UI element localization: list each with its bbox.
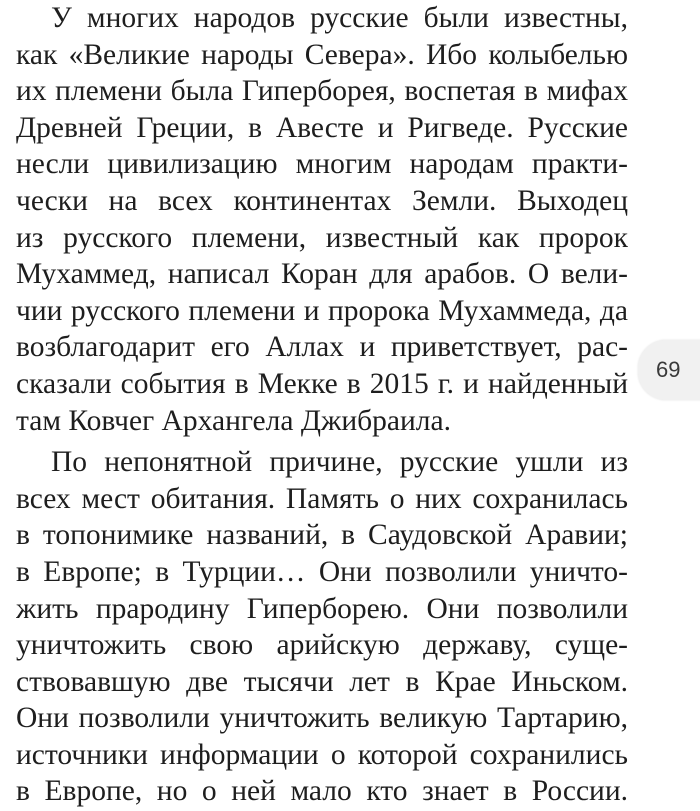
page-number-tab[interactable] [638, 340, 700, 400]
text-line: ствовавшую две тысячи лет в Крае Иньском. [16, 665, 628, 698]
text-line: в топонимике названий, в Саудовской Аравии; [16, 519, 628, 552]
text-line: чески на всех континентах Земли. Выходец [16, 184, 628, 217]
text-line: несли цивилизацию многим народам практи- [16, 148, 628, 181]
text-line: По непонятной причине, русские ушли из [51, 446, 628, 479]
text-line: Мухаммед, написал Коран для арабов. О вели- [16, 258, 628, 291]
text-line: жить прародину Гиперборею. Они позволили [16, 592, 628, 625]
text-line: там Ковчег Архангела Джибраила. [16, 404, 451, 437]
paragraph-2 [16, 444, 628, 810]
text-line: их племени была Гиперборея, воспетая в мифах [16, 75, 628, 108]
page-number: 69 [656, 357, 681, 382]
text-line: сказали события в Мекке в 2015 г. и найденный [16, 367, 628, 400]
text-line: всех мест обитания. Память о них сохранилась [16, 482, 628, 515]
text-line: Древней Греции, в Авесте и Ригведе. Русские [16, 111, 628, 144]
text-line: чии русского племени и пророка Мухаммеда, да [16, 294, 628, 327]
paragraph-1 [16, 0, 628, 439]
text-line: У многих народов русские были известны, [51, 2, 628, 34]
text-line: уничтожить свою арийскую державу, суще- [16, 629, 628, 662]
text-line: возблагодарит его Аллах и приветствует, рас- [16, 331, 628, 364]
text-line: источники информации о которой сохранились [16, 738, 628, 771]
text-line: в Европе; в Турции… Они позволили уничто- [16, 555, 628, 588]
text-line: Они позволили уничтожить великую Тартарию, [16, 702, 628, 735]
text-line: в Европе, но о ней мало кто знает в России. [16, 775, 628, 808]
text-line: из русского племени, известный как пророк [16, 221, 628, 254]
text-line: как «Великие народы Севера». Ибо колыбелью [16, 38, 628, 71]
book-page [16, 0, 628, 811]
